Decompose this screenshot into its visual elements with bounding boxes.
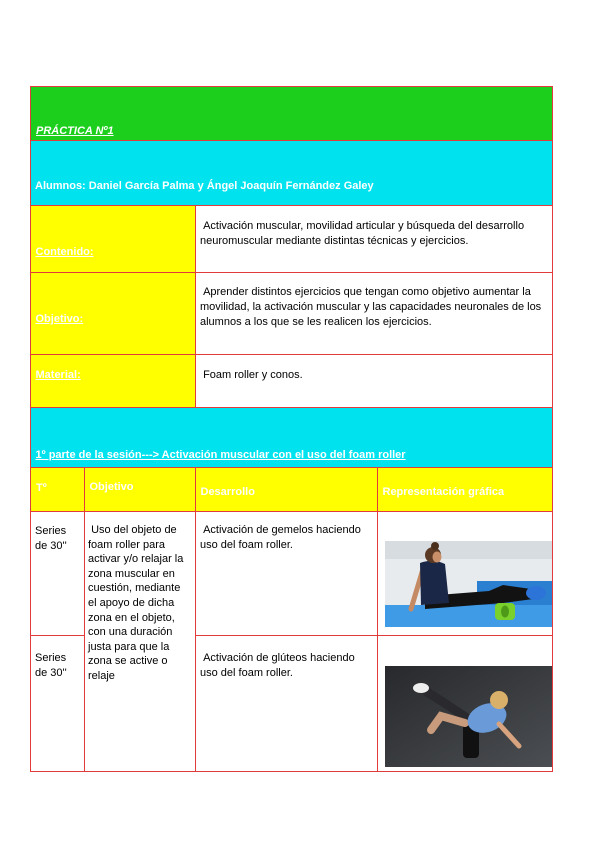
shoes — [526, 586, 546, 600]
exercise-1-development-cell — [196, 512, 378, 636]
column-header-time-label: Tº — [36, 482, 47, 494]
practice-table — [30, 86, 553, 772]
session-title-cell — [31, 408, 553, 468]
objective-text: Aprender distintos ejercicios que tengan como objetivo aumentar la movilidad, la activación muscular y las capacidades neuronales de los alumnos a los que se les realicen los ejercicios. — [200, 286, 545, 328]
torso — [420, 560, 449, 604]
practice-title: PRÁCTICA Nº1 — [36, 125, 114, 137]
students-cell — [31, 141, 553, 206]
column-header-objective-label: Objetivo — [89, 481, 134, 493]
material-text-cell — [196, 355, 553, 408]
exercise-2-time-cell — [31, 636, 85, 772]
content-label: Contenido: — [35, 246, 94, 258]
session-objective-cell — [85, 512, 196, 772]
objective-label: Objetivo: — [35, 313, 84, 325]
column-header-objective — [85, 468, 196, 512]
material-label: Material: — [35, 369, 81, 381]
column-header-graphic-label: Representación gráfica — [382, 486, 505, 498]
exercise-2-graphic-cell — [378, 636, 553, 772]
practice-title-cell — [31, 87, 553, 141]
exercise-2-development-cell — [196, 636, 378, 772]
head — [490, 691, 508, 709]
column-header-time — [31, 468, 85, 512]
exercise-1-time-cell — [31, 512, 85, 636]
foam-roller-end — [501, 605, 509, 617]
calf-foam-roller-photo — [385, 541, 552, 627]
objective-label-cell — [31, 273, 196, 355]
session-title: 1º parte de la sesión---> Activación muscular con el uso del foam roller — [35, 449, 406, 461]
exercise-1-development: Activación de gemelos haciendo uso del foam roller. — [200, 524, 364, 551]
sneaker — [413, 683, 429, 693]
content-text-cell — [196, 206, 553, 273]
glute-foam-roller-photo — [385, 666, 552, 767]
exercise-2-development: Activación de glúteos haciendo uso del foam roller. — [200, 652, 358, 679]
material-label-cell — [31, 355, 196, 408]
column-header-development-label: Desarrollo — [200, 486, 255, 498]
face — [432, 551, 441, 562]
students-line: Alumnos: Daniel García Palma y Ángel Joaquín Fernández Galey — [35, 180, 374, 192]
content-text: Activación muscular, movilidad articular y búsqueda del desarrollo neuromuscular mediante distintas técnicas y ejercicios. — [200, 220, 528, 247]
material-text: Foam roller y conos. — [200, 369, 303, 381]
content-label-cell — [31, 206, 196, 273]
exercise-2-time: Series de 30'' — [35, 652, 67, 679]
column-header-development — [196, 468, 378, 512]
exercise-1-time: Series de 30'' — [35, 525, 67, 552]
hair-bun — [431, 542, 439, 550]
column-header-graphic — [378, 468, 553, 512]
objective-text-cell — [196, 273, 553, 355]
exercise-1-graphic-cell — [378, 512, 553, 636]
wall-shade — [385, 541, 552, 559]
session-objective-text: Uso del objeto de foam roller para activar y/o relajar la zona muscular en cuestión, mediante el apoyo de dicha zona en el objeto, con una duración justa para que la zona se active o relaje — [88, 524, 187, 682]
